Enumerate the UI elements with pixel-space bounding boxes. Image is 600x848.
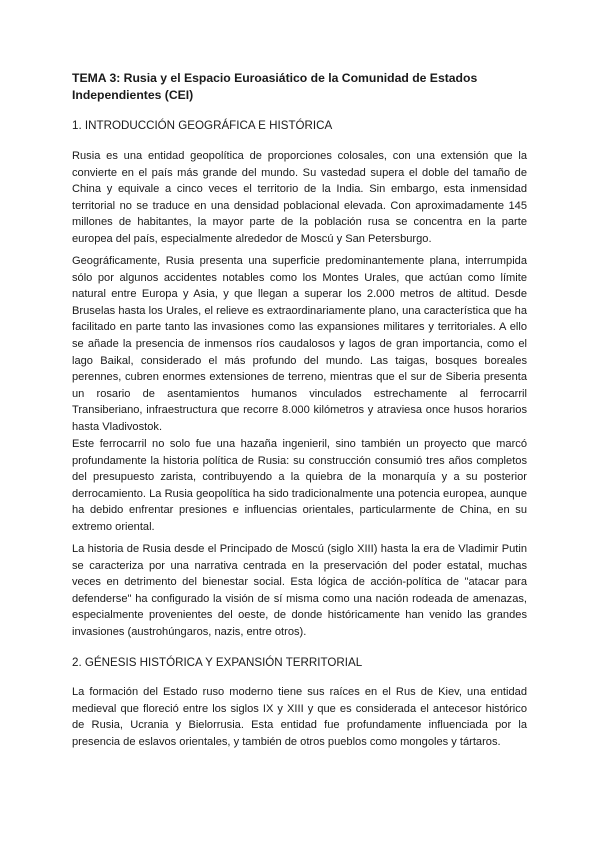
section-1-heading: 1. INTRODUCCIÓN GEOGRÁFICA E HISTÓRICA — [72, 119, 333, 132]
section-2-paragraph-1: La formación del Estado ruso moderno tiene sus raíces en el Rus de Kiev, una entidad medieval que floreció entre los siglos IX y XIII y que es considerada el antecesor histórico de Rusia, Ucrania y Bielorrusia. Esta entidad fue profundamente influenciada por la presencia de eslavos orientales, y también de otros pueblos como mongoles y tártaros. — [72, 686, 527, 748]
section-2-heading: 2. GÉNESIS HISTÓRICA Y EXPANSIÓN TERRITORIAL — [72, 656, 363, 669]
section-1-paragraph-3: Este ferrocarril no solo fue una hazaña ingenieril, sino también un proyecto que marcó profundamente la historia política de Rusia: su construcción consumió tres años completos del presupuesto zarista, contribuyendo a la quiebra de la monarquía y a su posterior derrocamiento. La Rusia geopolítica ha sido tradicionalmente una potencia europea, aunque ha debido enfrentar presiones e influencias orientales, particularmente de China, en su extremo oriental. — [72, 438, 527, 533]
section-1-paragraph-2: Geográficamente, Rusia presenta una superficie predominantemente plana, interrumpida sólo por algunos accidentes notables como los Montes Urales, que actúan como límite natural entre Europa y Asia, y que llegan a superar los 2.000 metros de altitud. Desde Bruselas hasta los Urales, el relieve es extraordinariamente plano, una característica que ha facilitado en parte tanto las invasiones como las expansiones militares y territoriales. A ello se añade la presencia de inmensos ríos caudalosos y lagos de gran importancia, como el lago Baikal, considerado el más profundo del mundo. Las taigas, bosques boreales perennes, cubren enormes extensiones de terreno, mientras que el sur de Siberia presenta un rosario de asentamientos humanos vinculados estrechamente al ferrocarril Transiberiano, infraestructura que recorre 8.000 kilómetros y atraviesa once husos horarios hasta Vladivostok. — [72, 255, 527, 433]
document-title: TEMA 3: Rusia y el Espacio Euroasiático de la Comunidad de Estados Independientes (CEI) — [72, 71, 478, 102]
section-1-paragraph-1: Rusia es una entidad geopolítica de proporciones colosales, con una extensión que la convierte en el país más grande del mundo. Su vastedad supera el doble del tamaño de China y equivale a cinco veces el territorio de la India. Sin embargo, esta inmensidad territorial no se traduce en una densidad poblacional elevada. Con aproximadamente 145 millones de habitantes, la mayor parte de la población rusa se concentra en la parte europea del país, especialmente alrededor de Moscú y San Petersburgo. — [72, 150, 527, 245]
section-1-paragraph-4: La historia de Rusia desde el Principado de Moscú (siglo XIII) hasta la era de Vladimir Putin se caracteriza por una narrativa centrada en la preservación del poder estatal, muchas veces en detrimento del bienestar social. Esta lógica de acción-política de "atacar para defenderse" ha configurado la visión de sí misma como una nación rodeada de amenazas, especialmente provenientes del oeste, de donde históricamente han venido las grandes invasiones (austrohúngaros, nazis, entre otros). — [72, 543, 527, 638]
